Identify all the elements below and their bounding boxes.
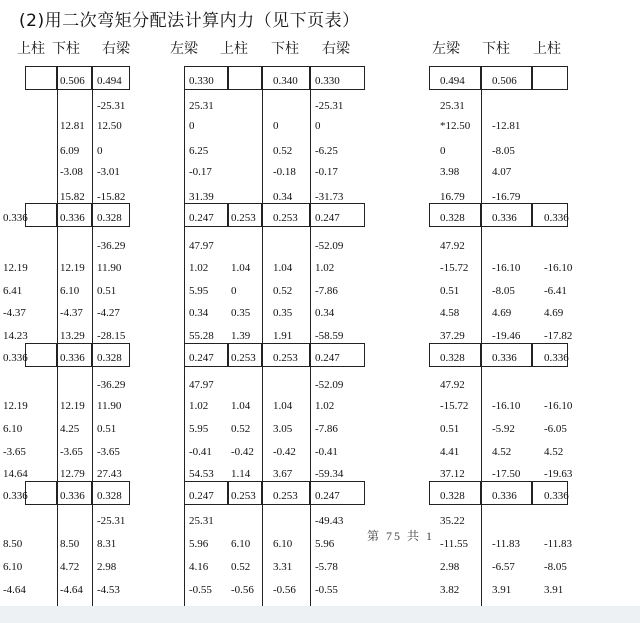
table-cell: 0.34 — [315, 307, 335, 319]
table-cell: -15.82 — [97, 191, 126, 203]
table-cell: -0.55 — [189, 584, 212, 596]
table-cell: -17.82 — [544, 330, 573, 342]
bottom-edge-strip — [0, 606, 640, 623]
table-cell: 12.50 — [97, 120, 122, 132]
column-header: 上柱 — [220, 41, 248, 57]
column-header: 左梁 — [170, 41, 198, 57]
table-cell: -0.42 — [231, 446, 254, 458]
table-cell: 0.253 — [231, 212, 256, 224]
table-cell: 1.02 — [189, 400, 209, 412]
table-cell: -16.10 — [492, 262, 521, 274]
table-cell: 4.72 — [60, 561, 80, 573]
table-cell: 0.336 — [492, 490, 517, 502]
table-cell: 1.14 — [231, 468, 251, 480]
table-cell: 0 — [189, 120, 195, 132]
table-cell: 0.247 — [189, 490, 214, 502]
table-cell: 1.04 — [231, 262, 251, 274]
column-header: 右梁 — [322, 41, 350, 57]
table-cell: 12.19 — [3, 262, 28, 274]
table-cell: 0.506 — [492, 75, 517, 87]
table-cell: 1.02 — [189, 262, 209, 274]
table-cell: -3.65 — [97, 446, 120, 458]
table-cell: 5.96 — [189, 538, 209, 550]
table-cell: 0.35 — [231, 307, 251, 319]
table-cell: -16.10 — [544, 262, 573, 274]
table-cell: 4.58 — [440, 307, 460, 319]
table-cell: 4.52 — [544, 446, 564, 458]
table-cell: 4.25 — [60, 423, 80, 435]
table-cell: 6.10 — [3, 423, 23, 435]
table-cell: -52.09 — [315, 240, 344, 252]
table-cell: 13.29 — [60, 330, 85, 342]
table-cell: 8.50 — [3, 538, 23, 550]
table-cell: 0.494 — [97, 75, 122, 87]
table-cell: 2.98 — [97, 561, 117, 573]
table-cell: 0.52 — [231, 423, 251, 435]
table-cell: -5.78 — [315, 561, 338, 573]
table-cell: -4.37 — [60, 307, 83, 319]
table-cell: -17.50 — [492, 468, 521, 480]
table-cell: 0.340 — [273, 75, 298, 87]
table-cell: -12.81 — [492, 120, 521, 132]
table-cell: -0.56 — [231, 584, 254, 596]
table-cell: 35.22 — [440, 515, 465, 527]
table-cell: 1.02 — [315, 262, 335, 274]
table-cell: 4.69 — [492, 307, 512, 319]
table-cell: -0.17 — [189, 166, 212, 178]
table-cell: -25.31 — [97, 100, 126, 112]
table-cell: -7.86 — [315, 423, 338, 435]
table-cell: 54.53 — [189, 468, 214, 480]
table-cell: -0.42 — [273, 446, 296, 458]
table-cell: -59.34 — [315, 468, 344, 480]
table-cell: -0.56 — [273, 584, 296, 596]
table-cell: -3.65 — [3, 446, 26, 458]
table-cell: 3.82 — [440, 584, 460, 596]
table-cell: 0.330 — [189, 75, 214, 87]
table-cell: 0.253 — [231, 352, 256, 364]
distribution-factor-box — [532, 66, 568, 90]
table-cell: 47.92 — [440, 379, 465, 391]
table-cell: -19.46 — [492, 330, 521, 342]
table-cell: -0.18 — [273, 166, 296, 178]
table-cell: -5.92 — [492, 423, 515, 435]
column-header: 下柱 — [482, 41, 510, 57]
table-cell: 1.39 — [231, 330, 251, 342]
table-cell: -16.79 — [492, 191, 521, 203]
table-cell: -7.86 — [315, 285, 338, 297]
table-cell: 11.90 — [97, 262, 122, 274]
table-cell: 0.328 — [440, 212, 465, 224]
table-cell: 12.81 — [60, 120, 85, 132]
table-cell: -8.05 — [492, 145, 515, 157]
table-cell: 0.247 — [315, 490, 340, 502]
table-cell: 0 — [97, 145, 103, 157]
table-cell: -0.41 — [189, 446, 212, 458]
table-cell: 55.28 — [189, 330, 214, 342]
table-cell: 0.34 — [273, 191, 293, 203]
table-cell: -3.08 — [60, 166, 83, 178]
table-cell: 0.336 — [3, 212, 28, 224]
table-cell: 5.95 — [189, 423, 209, 435]
table-cell: 11.90 — [97, 400, 122, 412]
table-cell: 12.19 — [3, 400, 28, 412]
table-cell: 16.79 — [440, 191, 465, 203]
table-cell: 3.91 — [492, 584, 512, 596]
table-cell: -6.41 — [544, 285, 567, 297]
table-cell: 37.12 — [440, 468, 465, 480]
table-cell: 0 — [315, 120, 321, 132]
table-cell: 5.96 — [315, 538, 335, 550]
table-cell: 0.52 — [231, 561, 251, 573]
table-cell: 0.336 — [3, 352, 28, 364]
table-cell: 5.95 — [189, 285, 209, 297]
table-cell: -0.41 — [315, 446, 338, 458]
table-cell: 6.10 — [231, 538, 251, 550]
table-cell: 0.52 — [273, 285, 293, 297]
table-cell: 14.64 — [3, 468, 28, 480]
table-cell: -0.55 — [315, 584, 338, 596]
table-cell: -4.64 — [60, 584, 83, 596]
table-cell: 27.43 — [97, 468, 122, 480]
table-cell: 0.247 — [189, 212, 214, 224]
table-cell: -8.05 — [492, 285, 515, 297]
table-cell: 0.336 — [544, 490, 569, 502]
table-cell: 12.79 — [60, 468, 85, 480]
table-cell: *12.50 — [440, 120, 471, 132]
table-cell: 0.336 — [492, 212, 517, 224]
table-cell: -28.15 — [97, 330, 126, 342]
distribution-factor-box — [228, 66, 262, 90]
table-cell: -6.25 — [315, 145, 338, 157]
table-cell: 0.336 — [60, 352, 85, 364]
distribution-factor-box — [25, 66, 57, 90]
table-cell: -4.64 — [3, 584, 26, 596]
table-cell: -19.63 — [544, 468, 573, 480]
table-cell: 12.19 — [60, 262, 85, 274]
table-cell: 0.336 — [60, 212, 85, 224]
table-cell: 0.336 — [544, 352, 569, 364]
table-cell: 4.69 — [544, 307, 564, 319]
table-cell: 4.07 — [492, 166, 512, 178]
table-cell: 0.506 — [60, 75, 85, 87]
table-cell: 0.328 — [97, 490, 122, 502]
table-cell: 15.82 — [60, 191, 85, 203]
table-cell: -4.27 — [97, 307, 120, 319]
table-cell: -8.05 — [544, 561, 567, 573]
table-cell: 12.19 — [60, 400, 85, 412]
table-cell: -11.83 — [544, 538, 573, 550]
table-cell: 6.10 — [273, 538, 293, 550]
table-cell: 6.25 — [189, 145, 209, 157]
table-cell: 0.330 — [315, 75, 340, 87]
column-header: 左梁 — [432, 41, 460, 57]
table-cell: -15.72 — [440, 400, 469, 412]
table-cell: 3.91 — [544, 584, 564, 596]
table-cell: -31.73 — [315, 191, 344, 203]
column-header: 下柱 — [52, 41, 80, 57]
table-cell: 1.04 — [231, 400, 251, 412]
column-header: 下柱 — [271, 41, 299, 57]
table-cell: -4.53 — [97, 584, 120, 596]
column-header: 上柱 — [17, 41, 45, 57]
table-cell: 1.91 — [273, 330, 293, 342]
table-cell: -11.83 — [492, 538, 521, 550]
table-cell: 3.05 — [273, 423, 293, 435]
table-cell: 31.39 — [189, 191, 214, 203]
table-cell: -6.05 — [544, 423, 567, 435]
page-number-watermark: 第 75 共 1 — [367, 529, 435, 543]
table-cell: 6.10 — [60, 285, 80, 297]
table-cell: -16.10 — [544, 400, 573, 412]
table-cell: 37.29 — [440, 330, 465, 342]
table-cell: 0.253 — [273, 490, 298, 502]
table-cell: 0.328 — [97, 212, 122, 224]
table-cell: 25.31 — [189, 100, 214, 112]
table-cell: 6.10 — [3, 561, 23, 573]
table-cell: -52.09 — [315, 379, 344, 391]
table-cell: 8.31 — [97, 538, 117, 550]
table-cell: -25.31 — [315, 100, 344, 112]
table-cell: 47.92 — [440, 240, 465, 252]
table-cell: -4.37 — [3, 307, 26, 319]
table-cell: -36.29 — [97, 379, 126, 391]
table-cell: 0.253 — [273, 212, 298, 224]
table-cell: 0.51 — [440, 285, 460, 297]
table-cell: 0.253 — [231, 490, 256, 502]
table-cell: 0.336 — [544, 212, 569, 224]
table-cell: 25.31 — [440, 100, 465, 112]
table-cell: 0.51 — [97, 285, 117, 297]
table-cell: -3.01 — [97, 166, 120, 178]
distribution-factor-box — [25, 203, 57, 227]
table-cell: 14.23 — [3, 330, 28, 342]
table-cell: -15.72 — [440, 262, 469, 274]
table-cell: 25.31 — [189, 515, 214, 527]
table-cell: 0.35 — [273, 307, 293, 319]
table-cell: 0.336 — [60, 490, 85, 502]
table-cell: 0.253 — [273, 352, 298, 364]
table-cell: 3.98 — [440, 166, 460, 178]
table-cell: -3.65 — [60, 446, 83, 458]
distribution-factor-box — [25, 481, 57, 505]
table-cell: 0.247 — [189, 352, 214, 364]
table-cell: -58.59 — [315, 330, 344, 342]
column-header: 上柱 — [533, 41, 561, 57]
table-cell: 1.02 — [315, 400, 335, 412]
table-cell: 47.97 — [189, 240, 214, 252]
table-cell: 0 — [231, 285, 237, 297]
table-cell: 0.34 — [189, 307, 209, 319]
table-cell: 0 — [273, 120, 279, 132]
table-cell: -49.43 — [315, 515, 344, 527]
table-cell: -6.57 — [492, 561, 515, 573]
table-cell: 4.41 — [440, 446, 460, 458]
distribution-factor-box — [25, 343, 57, 367]
table-cell: 0 — [440, 145, 446, 157]
table-cell: 0.328 — [440, 490, 465, 502]
table-cell: 3.31 — [273, 561, 293, 573]
table-cell: 0.494 — [440, 75, 465, 87]
table-cell: -36.29 — [97, 240, 126, 252]
table-cell: 6.41 — [3, 285, 23, 297]
table-cell: 0.247 — [315, 352, 340, 364]
table-cell: 0.336 — [492, 352, 517, 364]
table-cell: 8.50 — [60, 538, 80, 550]
table-cell: 0.328 — [440, 352, 465, 364]
table-cell: -11.55 — [440, 538, 469, 550]
table-cell: 0.328 — [97, 352, 122, 364]
table-cell: 1.04 — [273, 400, 293, 412]
table-cell: -0.17 — [315, 166, 338, 178]
table-cell: 4.16 — [189, 561, 209, 573]
table-cell: 6.09 — [60, 145, 80, 157]
document-title: (2)用二次弯矩分配法计算内力（见下页表） — [19, 11, 360, 31]
column-header: 右梁 — [102, 41, 130, 57]
table-cell: 0.51 — [440, 423, 460, 435]
table-cell: 2.98 — [440, 561, 460, 573]
table-cell: -25.31 — [97, 515, 126, 527]
table-cell: 1.04 — [273, 262, 293, 274]
table-cell: 4.52 — [492, 446, 512, 458]
table-cell: 0.52 — [273, 145, 293, 157]
table-cell: 0.247 — [315, 212, 340, 224]
table-cell: 0.51 — [97, 423, 117, 435]
table-cell: 47.97 — [189, 379, 214, 391]
table-cell: -16.10 — [492, 400, 521, 412]
table-cell: 0.336 — [3, 490, 28, 502]
table-cell: 3.67 — [273, 468, 293, 480]
